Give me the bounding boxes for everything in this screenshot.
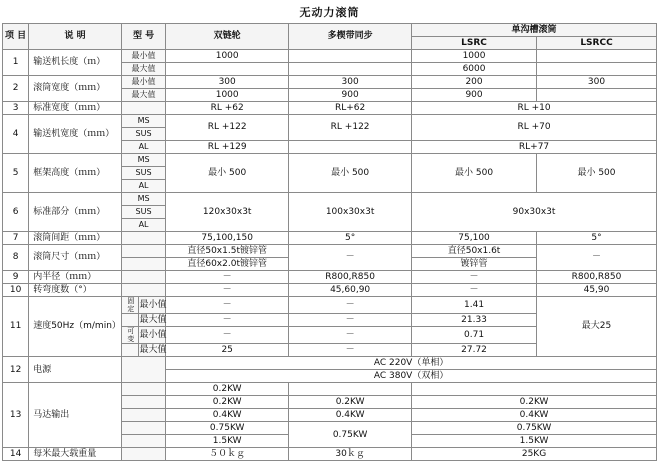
table-row — [3, 232, 657, 245]
cell-value: RL +122 — [166, 115, 289, 141]
row-sublabel: AL — [121, 180, 165, 193]
cell-value: 100x30x3t — [289, 193, 412, 232]
table-row — [3, 50, 657, 63]
cell-value: 0.2KW — [166, 396, 289, 409]
row-desc: 输送机长度（ｍ） — [29, 50, 122, 76]
cell-value — [289, 383, 412, 396]
cell-value: AC 380V（双相） — [166, 370, 657, 383]
cell-value: 1000 — [166, 50, 289, 63]
cell-value: RL +129 — [166, 141, 289, 154]
row-no: 10 — [3, 284, 29, 297]
cell-value: 21.33 — [412, 314, 537, 327]
cell-value: 0.2KW — [289, 396, 412, 409]
row-group-label: 固 定 — [127, 297, 135, 314]
cell-value: － — [412, 284, 537, 297]
cell-value — [289, 50, 412, 63]
cell-value: 1000 — [166, 89, 289, 102]
row-sublabel: 最大值 — [121, 63, 165, 76]
cell-value: 25 — [166, 344, 289, 357]
cell-value: 0.2KW — [412, 396, 657, 409]
row-sublabel: MS — [121, 115, 165, 128]
row-no: 13 — [3, 383, 29, 448]
row-sublabel — [121, 102, 165, 115]
table-row — [3, 102, 657, 115]
row-sublabel — [121, 245, 165, 258]
row-sublabel — [121, 284, 165, 297]
table-row — [3, 271, 657, 284]
cell-value: － — [166, 327, 289, 344]
cell-value: － — [412, 271, 537, 284]
row-sublabel: AL — [121, 219, 165, 232]
header-sub-lsrcc: LSRCC — [537, 37, 657, 50]
row-sublabel: SUS — [121, 206, 165, 219]
row-sublabel: 最小值 — [121, 76, 165, 89]
row-no: 6 — [3, 193, 29, 232]
cell-value: RL +70 — [412, 115, 657, 141]
row-no: 3 — [3, 102, 29, 115]
row-sublabel — [121, 271, 165, 284]
header-desc: 说 明 — [29, 24, 122, 50]
cell-value: 最小 500 — [412, 154, 537, 193]
cell-value: 5° — [289, 232, 412, 245]
row-sublabel: MS — [121, 193, 165, 206]
row-sublabel: MS — [121, 154, 165, 167]
cell-value: 0.2KW — [166, 383, 289, 396]
cell-value — [537, 89, 657, 102]
cell-value: RL +62 — [166, 102, 289, 115]
row-desc: 滚筒宽度（ｍｍ） — [29, 76, 122, 102]
cell-value: 0.75KW — [289, 422, 412, 448]
table-row — [3, 357, 657, 370]
row-no: 8 — [3, 245, 29, 271]
cell-value: 300 — [537, 76, 657, 89]
cell-value: － — [166, 271, 289, 284]
cell-value: 1.5KW — [166, 435, 289, 448]
row-no: 7 — [3, 232, 29, 245]
header-model: 型 号 — [121, 24, 165, 50]
cell-value: 0.75KW — [166, 422, 289, 435]
cell-value: 1.41 — [412, 297, 537, 314]
cell-value: － — [166, 297, 289, 314]
header-sub-lsrc: LSRC — [412, 37, 537, 50]
cell-value: 0.71 — [412, 327, 537, 344]
row-group-label-spacer — [124, 344, 139, 356]
table-row — [3, 245, 657, 258]
row-desc: 框架高度（ｍｍ） — [29, 154, 122, 193]
cell-value: － — [166, 314, 289, 327]
cell-value: RL+77 — [412, 141, 657, 154]
row-sublabel: 最大值 — [139, 345, 167, 356]
cell-value: 30ｋｇ — [289, 448, 412, 461]
table-header-row-1 — [3, 24, 657, 37]
cell-value: RL+62 — [289, 102, 412, 115]
row-sublabel: 最小值 — [138, 297, 167, 313]
page-title: 无动力滚筒 — [299, 6, 360, 19]
cell-value: 0.4KW — [166, 409, 289, 422]
cell-value: 0.4KW — [289, 409, 412, 422]
cell-value: 45,60,90 — [289, 284, 412, 297]
row-group-label: 可 变 — [127, 327, 135, 344]
cell-value: － — [289, 314, 412, 327]
row-desc: 标准部分（ｍｍ） — [29, 193, 122, 232]
row-no: 12 — [3, 357, 29, 383]
cell-value: 300 — [166, 76, 289, 89]
row-sublabel: 最大值 — [121, 89, 165, 102]
row-desc: 滚筒尺寸（ｍｍ） — [29, 245, 122, 271]
row-desc: 标准宽度（ｍｍ） — [29, 102, 122, 115]
row-sublabel — [121, 435, 165, 448]
table-row — [3, 284, 657, 297]
cell-value: － — [289, 344, 412, 357]
header-group-multi-wedge: 多楔带同步 — [289, 24, 412, 50]
cell-value: 6000 — [412, 63, 537, 76]
header-group-double-chain: 双链轮 — [166, 24, 289, 50]
row-sublabel: SUS — [121, 128, 165, 141]
row-no: 4 — [3, 115, 29, 154]
cell-value: 900 — [412, 89, 537, 102]
cell-value: 直径60x2.0t镀锌管 — [166, 258, 289, 271]
cell-value: 120x30x3t — [166, 193, 289, 232]
cell-value: R800,R850 — [289, 271, 412, 284]
header-group-single-groove: 单沟槽滚筒 — [412, 24, 657, 37]
cell-value: 45,90 — [537, 284, 657, 297]
cell-value — [537, 50, 657, 63]
cell-value: 镀锌管 — [412, 258, 537, 271]
cell-value: 最大25 — [537, 297, 657, 357]
row-sublabel — [121, 409, 165, 422]
cell-value: 75,100 — [412, 232, 537, 245]
cell-value: 75,100,150 — [166, 232, 289, 245]
cell-value: 90x30x3t — [412, 193, 657, 232]
cell-value: RL +122 — [289, 115, 412, 141]
row-sublabel: AL — [121, 141, 165, 154]
table-row — [3, 448, 657, 461]
cell-value: ５０ｋｇ — [166, 448, 289, 461]
row-sublabel — [121, 396, 165, 409]
cell-value: 200 — [412, 76, 537, 89]
table-row — [3, 154, 657, 167]
cell-value: 300 — [289, 76, 412, 89]
row-no: 9 — [3, 271, 29, 284]
cell-value: AC 220V（单相） — [166, 357, 657, 370]
row-no: 5 — [3, 154, 29, 193]
table-row — [3, 297, 657, 314]
row-sublabel — [121, 383, 165, 396]
cell-value — [412, 383, 657, 396]
table-row — [3, 76, 657, 89]
row-sublabel: 最大值 — [139, 314, 167, 325]
row-sublabel: 最小值 — [138, 327, 167, 343]
row-no: 14 — [3, 448, 29, 461]
row-sublabel — [121, 448, 165, 461]
row-no: 11 — [3, 297, 29, 357]
cell-value: 1.5KW — [412, 435, 657, 448]
row-desc: 滚筒间距（ｍｍ） — [29, 232, 122, 245]
row-desc: 马达输出 — [29, 383, 122, 448]
row-desc: 电源 — [29, 357, 122, 383]
cell-value: 直径50x1.5t镀锌管 — [166, 245, 289, 258]
spec-table — [2, 23, 657, 461]
row-desc: 输送机宽度（ｍｍ） — [29, 115, 122, 154]
cell-value: 1000 — [412, 50, 537, 63]
cell-value: － — [289, 327, 412, 344]
table-row — [3, 115, 657, 128]
row-desc: 内半径（ｍｍ） — [29, 271, 122, 284]
row-sublabel — [121, 357, 165, 383]
table-row — [3, 193, 657, 206]
header-item: 项 目 — [3, 24, 29, 50]
cell-value: 5° — [537, 232, 657, 245]
cell-value: 900 — [289, 89, 412, 102]
row-sublabel — [121, 422, 165, 435]
cell-value — [537, 63, 657, 76]
row-no: 2 — [3, 76, 29, 102]
row-sublabel — [121, 232, 165, 245]
cell-value: 25KG — [412, 448, 657, 461]
row-desc: 速度50Hz（m/min） — [29, 297, 122, 357]
cell-value: RL +10 — [412, 102, 657, 115]
row-desc: 每米最大载重量 — [29, 448, 122, 461]
row-desc: 转弯度数（°） — [29, 284, 122, 297]
cell-value: 最小 500 — [166, 154, 289, 193]
cell-value: － — [289, 245, 412, 271]
row-sublabel: 最小值 — [121, 50, 165, 63]
table-row — [3, 383, 657, 396]
cell-value — [289, 141, 412, 154]
cell-value: 0.75KW — [412, 422, 657, 435]
cell-value: R800,R850 — [537, 271, 657, 284]
cell-value: 27.72 — [412, 344, 537, 357]
cell-value: 0.4KW — [412, 409, 657, 422]
row-sublabel — [121, 258, 165, 271]
cell-value: 最小 500 — [289, 154, 412, 193]
cell-value: － — [166, 284, 289, 297]
row-group-label-spacer — [124, 314, 139, 326]
cell-value: － — [289, 297, 412, 314]
cell-value — [166, 63, 289, 76]
cell-value: 最小 500 — [537, 154, 657, 193]
cell-value — [289, 63, 412, 76]
row-sublabel: SUS — [121, 167, 165, 180]
row-no: 1 — [3, 50, 29, 76]
cell-value: 直径50x1.6t — [412, 245, 537, 258]
cell-value: － — [537, 245, 657, 271]
